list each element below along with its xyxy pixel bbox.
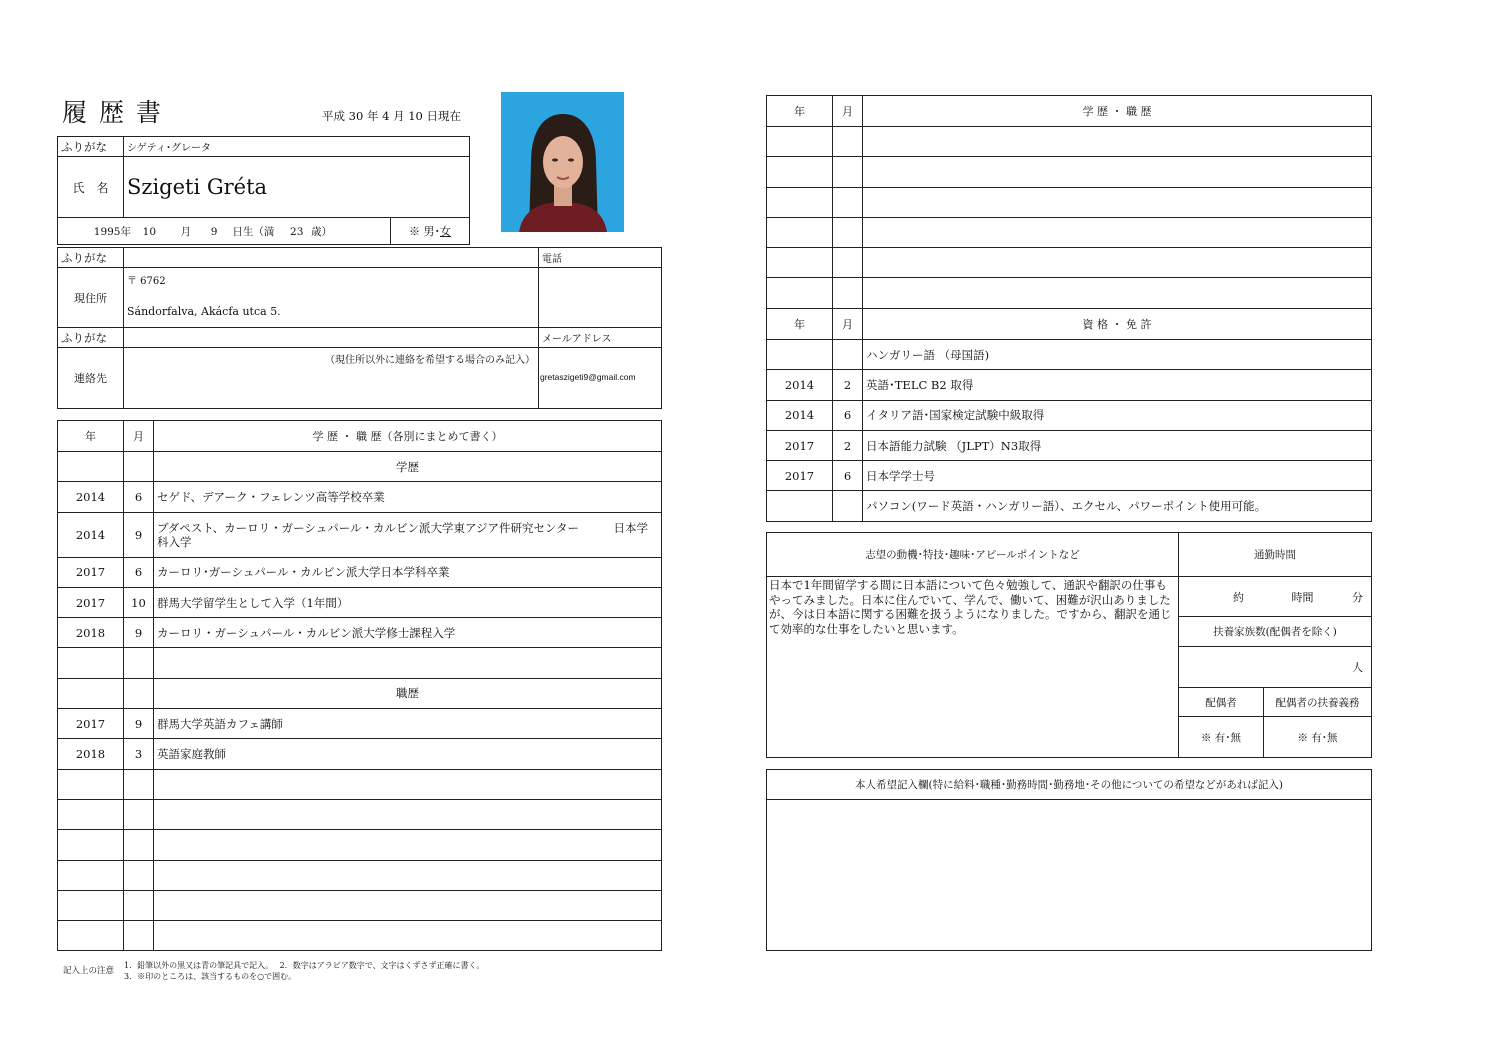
row-text: ブダペスト、カーロリ・ガーシュパール・カルビン派大学東アジア件研究センター 日本学科入学	[154, 512, 662, 557]
row-month	[124, 890, 154, 920]
commute-minutes: 分	[1352, 590, 1363, 604]
row-year	[58, 799, 124, 829]
dependents-label: 扶養家族数(配偶者を除く)	[1179, 617, 1372, 647]
year-header: 年	[58, 421, 124, 452]
table-row	[58, 587, 662, 617]
contact-furigana-label: ふりがな	[58, 328, 124, 348]
row-month	[124, 678, 154, 708]
motivation-text: 日本で1年間留学する間に日本語について色々勉強して、通訳や翻訳の仕事もやってみました。日本に住んでいて、学んで、働いて、困難が沢山ありましたが、今は日本語に関する困難を扱うようになりました。ですから、翻訳を通じて効率的な仕事をしたいと思います。	[767, 577, 1179, 758]
table-row	[767, 127, 1372, 157]
table-row	[58, 512, 662, 557]
table-row	[58, 648, 662, 678]
row-month	[124, 830, 154, 860]
row-year	[767, 217, 833, 247]
table-row	[767, 461, 1372, 491]
table-row	[767, 187, 1372, 217]
table-row	[58, 709, 662, 739]
row-month	[124, 452, 154, 482]
row-year: 2014	[767, 400, 833, 430]
row-text: 日本語能力試験 （JLPT）N3取得	[863, 430, 1372, 460]
table-header-row	[767, 309, 1372, 340]
spouse-value: ※ 有･無	[1179, 717, 1264, 758]
row-year: 2018	[58, 739, 124, 769]
row-text	[863, 157, 1372, 187]
row-text: ハンガリー語 （母国語)	[863, 340, 1372, 370]
row-text	[154, 769, 662, 799]
content-header: 学 歴 ・ 職 歴（各別にまとめて書く）	[154, 421, 662, 452]
dependents-unit: 人	[1179, 647, 1372, 688]
name-label: 氏 名	[58, 157, 124, 218]
table-row	[58, 618, 662, 648]
row-month: 6	[833, 461, 863, 491]
notes-line-2: 3．※印のところは、該当するものを○で囲む。	[124, 972, 297, 981]
age-value: 23	[290, 225, 304, 238]
row-text: カーロリ･ガーシュパール・カルビン派大学日本学科卒業	[154, 557, 662, 587]
table-row	[58, 799, 662, 829]
birth-year: 1995年	[93, 225, 131, 238]
row-text	[863, 278, 1372, 308]
row-month: 6	[124, 557, 154, 587]
address-cell	[124, 268, 539, 328]
table-row	[767, 430, 1372, 460]
row-text	[154, 921, 662, 951]
row-text: 学歴	[154, 452, 662, 482]
row-month: 10	[124, 587, 154, 617]
table-row	[767, 248, 1372, 278]
address-furigana-value	[124, 248, 539, 268]
row-text	[863, 187, 1372, 217]
table-row	[58, 921, 662, 951]
contact-note: （現住所以外に連絡を希望する場合のみ記入）	[124, 348, 539, 409]
row-year	[58, 830, 124, 860]
contact-furigana-value	[124, 328, 539, 348]
row-month: 2	[833, 430, 863, 460]
year-header: 年	[767, 309, 833, 340]
row-month: 2	[833, 370, 863, 400]
row-year	[767, 157, 833, 187]
table-row	[58, 739, 662, 769]
row-text: 群馬大学英語カフェ講師	[154, 709, 662, 739]
row-month	[124, 648, 154, 678]
row-year	[767, 491, 833, 521]
row-text	[154, 648, 662, 678]
content-header: 学 歴 ・ 職 歴	[863, 96, 1372, 127]
row-text: イタリア語･国家検定試験中級取得	[863, 400, 1372, 430]
gender-selected: 女	[440, 225, 451, 238]
row-month	[124, 921, 154, 951]
address-table	[57, 247, 662, 409]
wishes-table	[766, 769, 1372, 951]
commute-label: 通勤時間	[1179, 533, 1372, 577]
row-text: セゲド、デアーク・フェレンツ高等学校卒業	[154, 482, 662, 512]
row-text: 職歴	[154, 678, 662, 708]
day-label: 日生（満	[232, 225, 275, 238]
address-furigana-label: ふりがな	[58, 248, 124, 268]
month-header: 月	[124, 421, 154, 452]
row-month	[833, 340, 863, 370]
row-month: 6	[833, 400, 863, 430]
spouse-label: 配偶者	[1179, 688, 1264, 717]
row-month: 3	[124, 739, 154, 769]
row-month	[833, 217, 863, 247]
spouse-support-label: 配偶者の扶養義務	[1264, 688, 1372, 717]
right-history-table	[766, 95, 1372, 309]
row-year	[58, 648, 124, 678]
row-month	[833, 491, 863, 521]
row-month	[833, 278, 863, 308]
row-year: 2014	[767, 370, 833, 400]
row-text	[154, 830, 662, 860]
row-month: 9	[124, 618, 154, 648]
row-year: 2014	[58, 482, 124, 512]
row-month	[833, 187, 863, 217]
row-year: 2017	[58, 557, 124, 587]
commute-approx: 約	[1233, 590, 1244, 604]
table-row	[58, 678, 662, 708]
row-year: 2017	[58, 587, 124, 617]
table-row	[58, 769, 662, 799]
furigana-label: ふりがな	[58, 137, 124, 157]
postal-code: 〒 6762	[127, 276, 166, 287]
name-table	[57, 136, 470, 245]
row-text: 群馬大学留学生として入学（1年間）	[154, 587, 662, 617]
table-row	[58, 860, 662, 890]
row-text: 英語家庭教師	[154, 739, 662, 769]
gender-cell	[391, 218, 470, 245]
contact-label: 連絡先	[58, 348, 124, 409]
row-text: 英語･TELC B2 取得	[863, 370, 1372, 400]
motivation-header: 志望の動機･特技･趣味･アピールポイントなど	[767, 533, 1179, 577]
row-text	[154, 860, 662, 890]
month-header: 月	[833, 96, 863, 127]
email-label: メールアドレス	[539, 328, 662, 348]
gender-note: ※ 男･	[409, 225, 440, 238]
row-month	[124, 860, 154, 890]
table-row	[767, 491, 1372, 521]
row-text	[154, 799, 662, 829]
table-row	[767, 217, 1372, 247]
birth-day: 9	[210, 225, 218, 238]
phone-label: 電話	[539, 248, 662, 268]
row-year: 2014	[58, 512, 124, 557]
row-year	[58, 678, 124, 708]
row-month	[124, 799, 154, 829]
row-text	[863, 217, 1372, 247]
wishes-header: 本人希望記入欄(特に給料･職種･勤務時間･勤務地･その他についての希望などがあれば記入)	[767, 770, 1372, 800]
row-text	[863, 248, 1372, 278]
row-year: 2017	[58, 709, 124, 739]
age-suffix: 歳）	[311, 225, 333, 238]
row-text	[863, 127, 1372, 157]
row-year	[767, 127, 833, 157]
address-value: Sándorfalva, Akácfa utca 5.	[127, 305, 281, 318]
row-year	[58, 452, 124, 482]
row-year	[767, 187, 833, 217]
table-row	[58, 452, 662, 482]
table-row	[767, 340, 1372, 370]
row-month	[124, 769, 154, 799]
table-row	[58, 830, 662, 860]
notes-label: 記入上の注意	[63, 966, 115, 976]
row-month	[833, 248, 863, 278]
document-title: 履 歴 書	[62, 98, 163, 127]
phone-value	[539, 268, 662, 328]
table-header-row	[767, 96, 1372, 127]
row-text: 日本学学士号	[863, 461, 1372, 491]
licenses-table	[766, 308, 1372, 522]
row-year	[58, 890, 124, 920]
row-year	[767, 340, 833, 370]
row-month	[833, 157, 863, 187]
row-month: 6	[124, 482, 154, 512]
email-value: gretaszigeti9@gmail.com	[539, 348, 662, 409]
document-date: 平成 30 年 4 月 10 日現在	[322, 109, 462, 123]
year-header: 年	[767, 96, 833, 127]
name-value: Szigeti Gréta	[124, 157, 470, 218]
row-year	[58, 860, 124, 890]
row-month	[833, 127, 863, 157]
table-row	[767, 370, 1372, 400]
row-month: 9	[124, 512, 154, 557]
month-label: 月	[180, 225, 191, 238]
table-row	[767, 278, 1372, 308]
notes-line-1: 1．鉛筆以外の黒又は青の筆記具で記入。 2．数字はアラビア数字で、文字はくずさず正確に書く。	[124, 961, 485, 970]
table-row	[767, 400, 1372, 430]
commute-hours: 時間	[1291, 590, 1314, 604]
row-year: 2017	[767, 461, 833, 491]
motivation-table	[766, 532, 1372, 758]
row-month: 9	[124, 709, 154, 739]
table-row	[58, 557, 662, 587]
row-year: 2017	[767, 430, 833, 460]
row-text: カーロリ・ガーシュパール・カルビン派大学修士課程入学	[154, 618, 662, 648]
row-year	[58, 769, 124, 799]
row-year	[767, 248, 833, 278]
table-row	[58, 482, 662, 512]
row-year: 2018	[58, 618, 124, 648]
furigana-value: シゲティ･グレータ	[124, 137, 470, 157]
table-header-row	[58, 421, 662, 452]
spouse-support-value: ※ 有･無	[1264, 717, 1372, 758]
applicant-photo	[501, 92, 624, 232]
wishes-body	[767, 800, 1372, 951]
table-row	[767, 157, 1372, 187]
row-text: パソコン(ワード英語・ハンガリー語）、エクセル、パワーポイント使用可能。	[863, 491, 1372, 521]
table-row	[58, 890, 662, 920]
left-history-table	[57, 420, 662, 951]
content-header: 資 格 ・ 免 許	[863, 309, 1372, 340]
birthdate-row	[58, 218, 391, 245]
commute-cell	[1179, 577, 1372, 617]
row-year	[767, 278, 833, 308]
row-text	[154, 890, 662, 920]
row-year	[58, 921, 124, 951]
month-header: 月	[833, 309, 863, 340]
birth-month: 10	[142, 225, 157, 238]
address-label: 現住所	[58, 268, 124, 328]
